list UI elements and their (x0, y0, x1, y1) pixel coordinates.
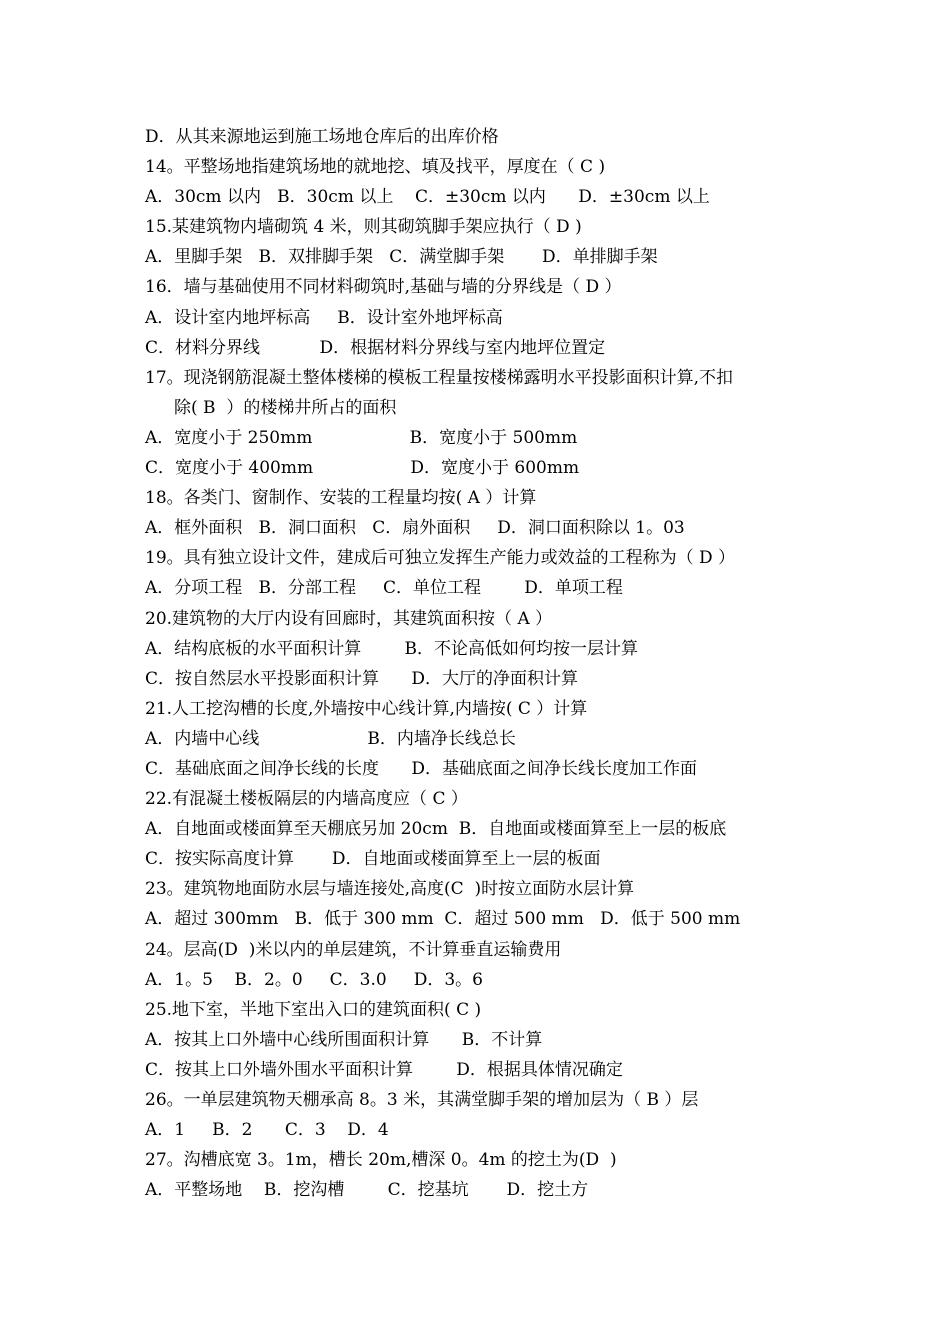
text-line: C．材料分界线 D．根据材料分界线与室内地坪位置定 (145, 337, 606, 358)
text-line: C．按其上口外墙外围水平面积计算 D．根据具体情况确定 (145, 1059, 623, 1080)
text-line: A．里脚手架 B．双排脚手架 C．满堂脚手架 D．单排脚手架 (145, 247, 658, 268)
text-line: A．设计室内地坪标高 B．设计室外地坪标高 (145, 307, 503, 328)
text-line: 14。平整场地指建筑场地的就地挖、填及找平，厚度在（ C ) (145, 157, 606, 178)
text-line: 21.人工挖沟槽的长度,外墙按中心线计算,内墙按( C ）计算 (145, 698, 588, 719)
text-line: A．1 B．2 C．3 D．4 (145, 1120, 389, 1141)
text-line: 17。现浇钢筋混凝土整体楼梯的模板工程量按楼梯露明水平投影面积计算,不扣 (145, 367, 734, 388)
text-line: A．1。5 B．2。0 C．3.0 D．3。6 (145, 969, 483, 990)
text-line: 15.某建筑物内墙砌筑 4 米，则其砌筑脚手架应执行（ D ) (145, 217, 582, 238)
text-line: A．按其上口外墙中心线所围面积计算 B．不计算 (145, 1029, 543, 1050)
text-line: 24。层高(D )米以内的单层建筑，不计算垂直运输费用 (145, 939, 562, 960)
text-line: 16．墙与基础使用不同材料砌筑时,基础与墙的分界线是（ D ） (145, 277, 622, 298)
text-line: C．基础底面之间净长线的长度 D．基础底面之间净长线长度加工作面 (145, 758, 698, 779)
text-line: 19。具有独立设计文件，建成后可独立发挥生产能力或效益的工程称为（ D ） (145, 548, 736, 569)
text-line: A．30cm 以内 B．30cm 以上 C．±30cm 以内 D．±30cm 以上 (145, 187, 710, 208)
text-line: C．按自然层水平投影面积计算 D．大厅的净面积计算 (145, 668, 579, 689)
text-line: A．超过 300mm B．低于 300 mm C．超过 500 mm D．低于 500 mm (145, 909, 741, 930)
text-line: 26。一单层建筑物天棚承高 8。3 米，其满堂脚手架的增加层为（ B ）层 (145, 1090, 699, 1110)
text-line: 25.地下室，半地下室出入口的建筑面积( C ) (145, 999, 482, 1020)
text-line: 20.建筑物的大厅内设有回廊时，其建筑面积按（ A ） (145, 608, 553, 629)
text-line: A．内墙中心线 B．内墙净长线总长 (145, 728, 516, 749)
text-line: 23。建筑物地面防水层与墙连接处,高度(C )时按立面防水层计算 (145, 879, 635, 900)
text-line: D．从其来源地运到施工场地仓库后的出库价格 (145, 127, 499, 147)
text-line: A．宽度小于 250mm B．宽度小于 500mm (145, 427, 578, 448)
text-line: C．按实际高度计算 D．自地面或楼面算至上一层的板面 (145, 849, 601, 870)
text-line: A．分项工程 B．分部工程 C．单位工程 D．单项工程 (145, 578, 623, 599)
question-list (145, 122, 825, 1205)
text-line: A．平整场地 B．挖沟槽 C．挖基坑 D．挖土方 (145, 1180, 589, 1201)
text-line: C．宽度小于 400mm D．宽度小于 600mm (145, 458, 580, 479)
text-line: A．框外面积 B．洞口面积 C．扇外面积 D．洞口面积除以 1。03 (145, 518, 685, 539)
text-line: 18。各类门、窗制作、安装的工程量均按( A ）计算 (145, 488, 537, 509)
text-line: 22.有混凝土楼板隔层的内墙高度应（ C ） (145, 789, 468, 810)
text-line: A．结构底板的水平面积计算 B．不论高低如何均按一层计算 (145, 638, 638, 659)
text-line: 27。沟槽底宽 3。1m，槽长 20m,槽深 0。4m 的挖土为(D ) (145, 1150, 617, 1171)
text-line: 除( B ）的楼梯井所占的面积 (174, 397, 397, 418)
text-line: A．自地面或楼面算至天棚底另加 20cm B．自地面或楼面算至上一层的板底 (145, 819, 727, 840)
